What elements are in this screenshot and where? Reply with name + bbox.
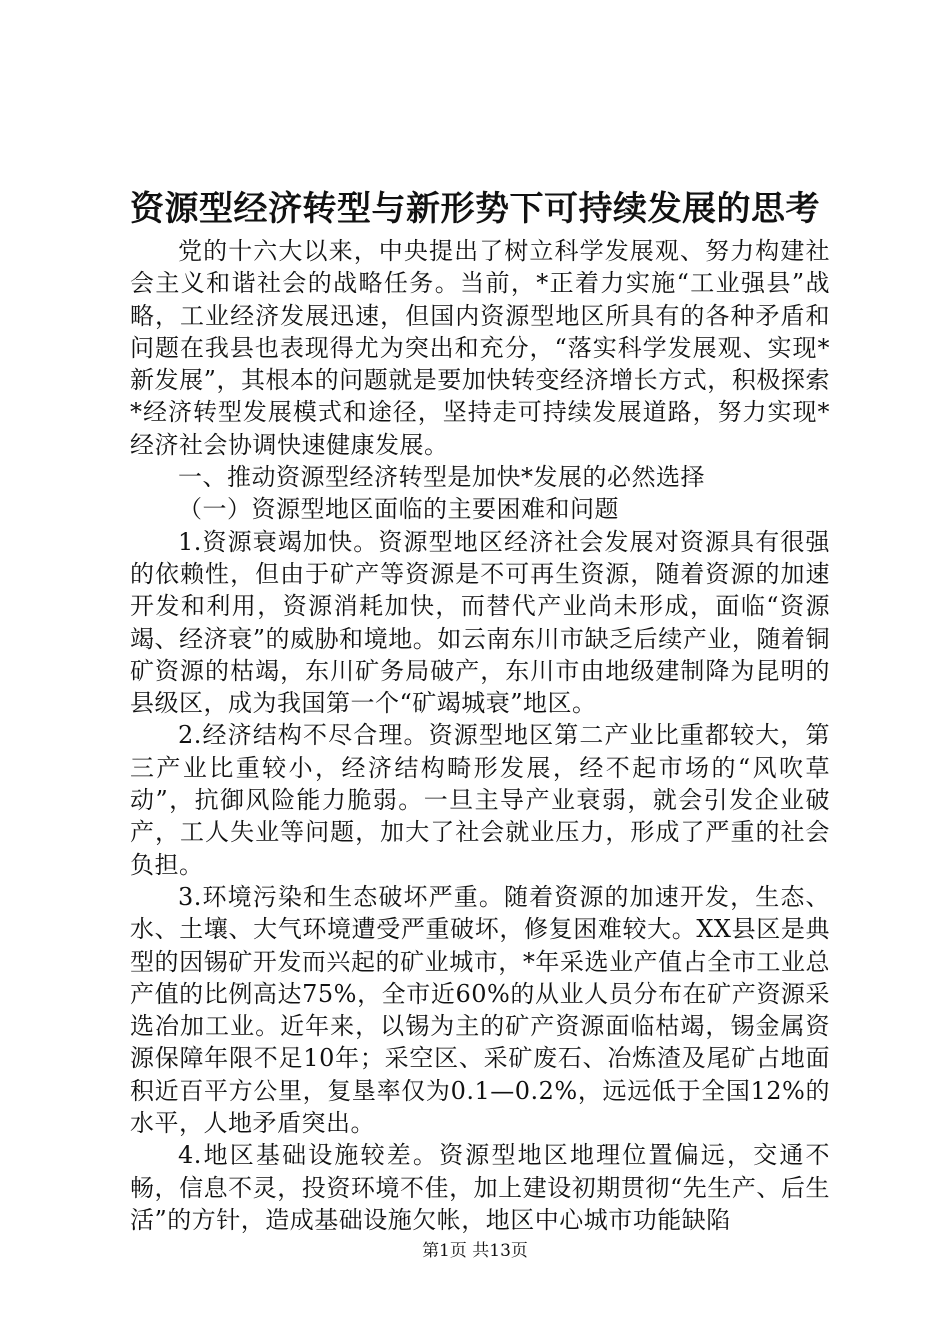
document-body <box>130 235 830 1236</box>
page-footer: 第1页 共13页 <box>422 1241 528 1261</box>
subsection-heading: （一）资源型地区面临的主要困难和问题 <box>178 495 619 524</box>
body-paragraph: 1.资源衰竭加快。资源型地区经济社会发展对资源具有很强的依赖性，但由于矿产等资源是不可再生资源，随着资源的加速开发和利用，资源消耗加快，而替代产业尚未形成，面临“资源竭、经济衰”的威胁和境地。如云南东川市缺乏后续产业，随着铜矿资源的枯竭，东川矿务局破产，东川市由地级建制降为昆明的县级区，成为我国第一个“矿竭城衰”地区。 <box>130 527 830 718</box>
body-paragraph: 2.经济结构不尽合理。资源型地区第二产业比重都较大，第三产业比重较小，经济结构畸形发展，经不起市场的“风吹草动”，抗御风险能力脆弱。一旦主导产业衰弱，就会引发企业破产，工人失业等问题，加大了社会就业压力，形成了严重的社会负担。 <box>130 721 830 879</box>
intro-paragraph: 党的十六大以来，中央提出了树立科学发展观、努力构建社会主义和谐社会的战略任务。当前，*正着力实施“工业强县”战略，工业经济发展迅速，但国内资源型地区所具有的各种矛盾和问题在我县也表现得尤为突出和充分，“落实科学发展观、实现*新发展”，其根本的问题就是要加快转变经济增长方式，积极探索*经济转型发展模式和途径，坚持走可持续发展道路，努力实现*经济社会协调快速健康发展。 <box>130 237 830 459</box>
body-paragraph: 3.环境污染和生态破坏严重。随着资源的加速开发，生态、水、土壤、大气环境遭受严重破坏，修复困难较大。XX县区是典型的因锡矿开发而兴起的矿业城市，*年采选业产值占全市工业总产值的比例高达75%，全市近60%的从业人员分布在矿产资源采选冶加工业。近年来，以锡为主的矿产资源面临枯竭，锡金属资源保障年限不足10年；采空区、采矿废石、冶炼渣及尾矿占地面积近百平方公里，复垦率仅为0.1—0.2%，远远低于全国12%的水平，人地矛盾突出。 <box>130 882 830 1138</box>
body-paragraph: 4.地区基础设施较差。资源型地区地理位置偏远，交通不畅，信息不灵，投资环境不佳，加上建设初期贯彻“先生产、后生活”的方针，造成基础设施欠帐，地区中心城市功能缺陷 <box>130 1141 830 1234</box>
document-title: 资源型经济转型与新形势下可持续发展的思考 <box>130 189 820 229</box>
section-heading: 一、推动资源型经济转型是加快*发展的必然选择 <box>178 463 705 492</box>
